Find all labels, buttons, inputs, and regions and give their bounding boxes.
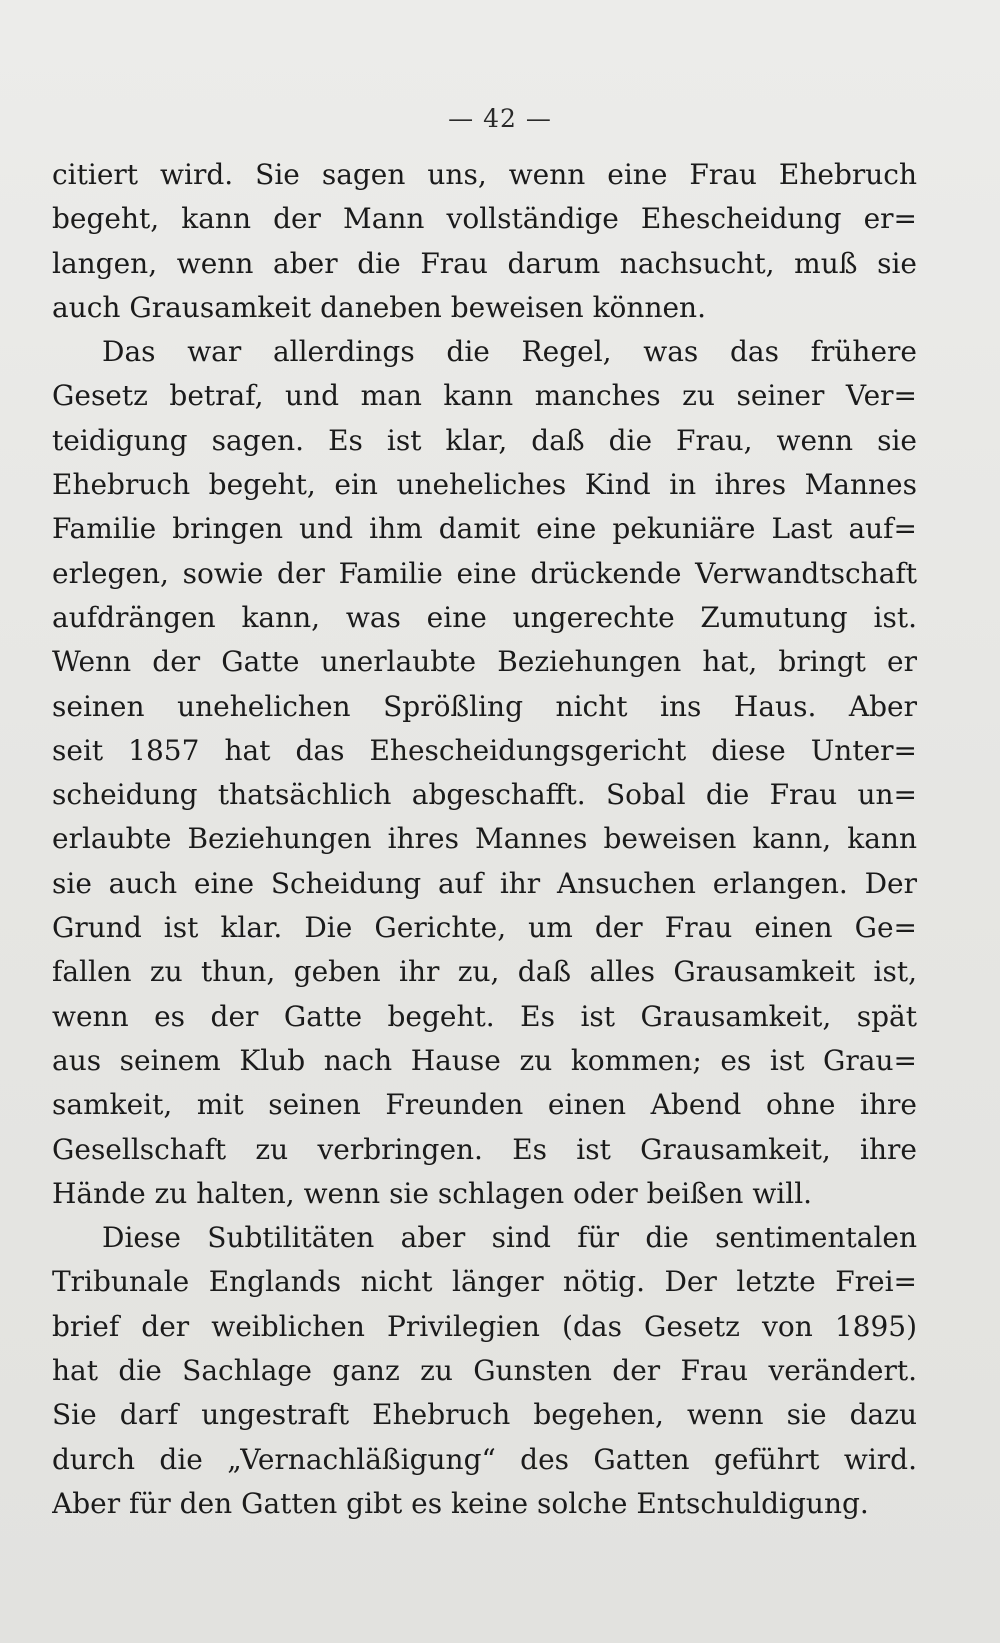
text-line: erlegen, sowie der Familie eine drückende Verwandtschaft [52,556,917,590]
body-text [52,153,917,1526]
text-line: hat die Sachlage ganz zu Gunsten der Frau verändert. [52,1354,917,1388]
text-line: Sie darf ungestraft Ehebruch begehen, wenn sie dazu [52,1398,917,1432]
text-line: samkeit, mit seinen Freunden einen Abend ohne ihre [52,1088,917,1122]
text-line: Gesetz betraf, und man kann manches zu seiner Ver= [52,379,917,413]
page-number: — 42 — [448,104,552,133]
text-line: seit 1857 hat das Ehescheidungsgericht diese Unter= [52,733,917,767]
text-line: langen, wenn aber die Frau darum nachsucht, muß sie [52,246,917,280]
text-line: erlaubte Beziehungen ihres Mannes beweisen kann, kann [52,822,917,856]
text-line: aus seinem Klub nach Hause zu kommen; es ist Grau= [52,1043,917,1077]
text-line: Tribunale Englands nicht länger nötig. Der letzte Frei= [52,1265,917,1299]
text-line: Familie bringen und ihm damit eine pekuniäre Last auf= [52,512,917,546]
text-line: brief der weiblichen Privilegien (das Gesetz von 1895) [52,1309,917,1343]
text-line: sie auch eine Scheidung auf ihr Ansuchen erlangen. Der [52,866,917,900]
text-line: Das war allerdings die Regel, was das frühere [102,335,917,369]
text-line: Wenn der Gatte unerlaubte Beziehungen hat, bringt er [52,645,917,679]
text-line: seinen unehelichen Sprößling nicht ins Haus. Aber [52,689,917,723]
text-line: aufdrängen kann, was eine ungerechte Zumutung ist. [52,600,917,634]
text-line: wenn es der Gatte begeht. Es ist Grausamkeit, spät [52,999,917,1033]
text-line: Hände zu halten, wenn sie schlagen oder beißen will. [52,1176,813,1210]
text-line: scheidung thatsächlich abgeschafft. Sobal die Frau un= [52,778,917,812]
text-line: auch Grausamkeit daneben beweisen können. [52,290,706,324]
text-line: teidigung sagen. Es ist klar, daß die Frau, wenn sie [52,423,917,457]
text-line: citiert wird. Sie sagen uns, wenn eine Frau Ehebruch [52,158,917,191]
text-line: Aber für den Gatten gibt es keine solche Entschuldigung. [52,1486,869,1520]
text-line: Ehebruch begeht, ein uneheliches Kind in ihres Mannes [52,468,917,502]
text-line: durch die „Vernachläßigung“ des Gatten geführt wird. [52,1442,917,1476]
text-line: Diese Subtilitäten aber sind für die sentimentalen [102,1221,917,1255]
text-line: fallen zu thun, geben ihr zu, daß alles Grausamkeit ist, [52,955,917,989]
text-line: begeht, kann der Mann vollständige Ehescheidung er= [52,202,917,236]
text-line: Grund ist klar. Die Gerichte, um der Frau einen Ge= [52,911,917,945]
text-line: Gesellschaft zu verbringen. Es ist Grausamkeit, ihre [52,1132,917,1166]
